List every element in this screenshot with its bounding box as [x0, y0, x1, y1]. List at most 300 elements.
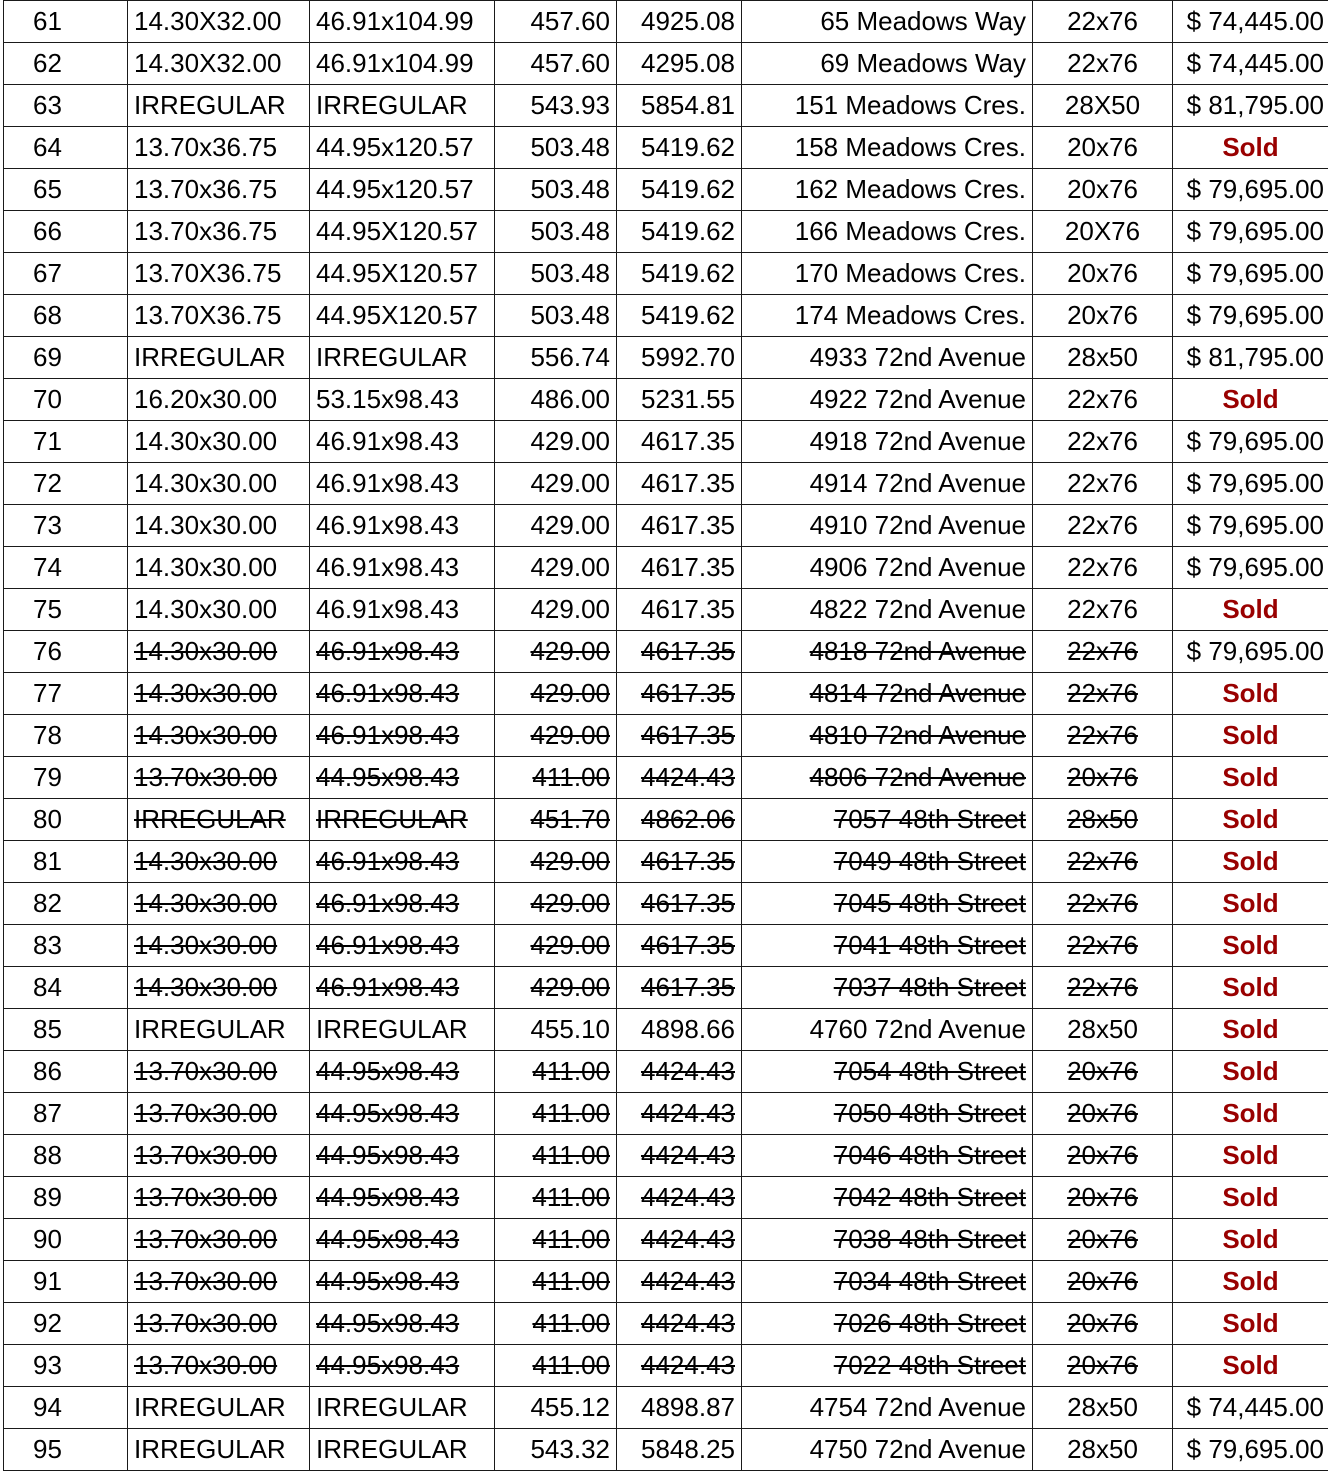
- lot-size-metric-cell: 14.30x30.00: [128, 841, 310, 883]
- area-sqft-cell: 5419.62: [617, 211, 742, 253]
- area-sqm-cell: 429.00: [495, 715, 617, 757]
- lot-size-metric-cell: 13.70x36.75: [128, 211, 310, 253]
- sold-status-cell: Sold: [1173, 1261, 1328, 1303]
- house-size-cell: 22x76: [1033, 631, 1173, 673]
- area-sqft-cell: 4898.66: [617, 1009, 742, 1051]
- table-row: [4, 1261, 1328, 1303]
- area-sqft-cell: 4617.35: [617, 589, 742, 631]
- sold-status-cell: Sold: [1173, 1051, 1328, 1093]
- lot-number-cell: 94: [4, 1387, 128, 1429]
- area-sqft-cell: 4424.43: [617, 1219, 742, 1261]
- lot-size-imperial-cell: IRREGULAR: [310, 799, 495, 841]
- lot-size-imperial-cell: 44.95x98.43: [310, 1093, 495, 1135]
- house-size-cell: 28X50: [1033, 85, 1173, 127]
- area-sqft-cell: 4424.43: [617, 1051, 742, 1093]
- price-cell: $ 81,795.00: [1173, 337, 1328, 379]
- lot-size-metric-cell: 13.70x30.00: [128, 1219, 310, 1261]
- lot-number-cell: 84: [4, 967, 128, 1009]
- lot-size-metric-cell: 13.70x36.75: [128, 127, 310, 169]
- price-cell: $ 74,445.00: [1173, 1, 1328, 43]
- area-sqft-cell: 5848.25: [617, 1429, 742, 1471]
- area-sqft-cell: 4617.35: [617, 547, 742, 589]
- area-sqm-cell: 455.10: [495, 1009, 617, 1051]
- price-cell: $ 79,695.00: [1173, 253, 1328, 295]
- lot-size-metric-cell: 13.70x30.00: [128, 1177, 310, 1219]
- lot-number-cell: 62: [4, 43, 128, 85]
- house-size-cell: 28x50: [1033, 1429, 1173, 1471]
- lot-size-imperial-cell: 44.95x120.57: [310, 127, 495, 169]
- area-sqm-cell: 486.00: [495, 379, 617, 421]
- table-row: [4, 211, 1328, 253]
- lot-size-metric-cell: IRREGULAR: [128, 799, 310, 841]
- lot-number-cell: 81: [4, 841, 128, 883]
- table-body: [4, 1, 1328, 1471]
- area-sqm-cell: 429.00: [495, 925, 617, 967]
- area-sqft-cell: 4424.43: [617, 1345, 742, 1387]
- area-sqft-cell: 4617.35: [617, 463, 742, 505]
- sold-status-cell: Sold: [1173, 715, 1328, 757]
- house-size-cell: 20x76: [1033, 1261, 1173, 1303]
- area-sqft-cell: 4925.08: [617, 1, 742, 43]
- address-cell: 69 Meadows Way: [742, 43, 1033, 85]
- sold-status-cell: Sold: [1173, 1135, 1328, 1177]
- lot-number-cell: 93: [4, 1345, 128, 1387]
- address-cell: 7026 48th Street: [742, 1303, 1033, 1345]
- area-sqm-cell: 411.00: [495, 1093, 617, 1135]
- sold-status-cell: Sold: [1173, 1093, 1328, 1135]
- area-sqm-cell: 503.48: [495, 211, 617, 253]
- table-row: [4, 85, 1328, 127]
- table-row: [4, 1135, 1328, 1177]
- area-sqm-cell: 503.48: [495, 295, 617, 337]
- house-size-cell: 20x76: [1033, 1219, 1173, 1261]
- house-size-cell: 28x50: [1033, 799, 1173, 841]
- area-sqm-cell: 556.74: [495, 337, 617, 379]
- house-size-cell: 22x76: [1033, 379, 1173, 421]
- area-sqft-cell: 4617.35: [617, 505, 742, 547]
- table-row: [4, 1345, 1328, 1387]
- address-cell: 4914 72nd Avenue: [742, 463, 1033, 505]
- area-sqft-cell: 5231.55: [617, 379, 742, 421]
- area-sqft-cell: 4424.43: [617, 1303, 742, 1345]
- address-cell: 65 Meadows Way: [742, 1, 1033, 43]
- area-sqm-cell: 411.00: [495, 1345, 617, 1387]
- lot-number-cell: 68: [4, 295, 128, 337]
- table-row: [4, 673, 1328, 715]
- lot-number-cell: 86: [4, 1051, 128, 1093]
- sold-status-cell: Sold: [1173, 841, 1328, 883]
- address-cell: 4750 72nd Avenue: [742, 1429, 1033, 1471]
- address-cell: 7042 48th Street: [742, 1177, 1033, 1219]
- area-sqm-cell: 429.00: [495, 883, 617, 925]
- lot-number-cell: 65: [4, 169, 128, 211]
- area-sqm-cell: 503.48: [495, 169, 617, 211]
- area-sqft-cell: 4862.06: [617, 799, 742, 841]
- lot-number-cell: 73: [4, 505, 128, 547]
- area-sqm-cell: 457.60: [495, 1, 617, 43]
- lot-number-cell: 69: [4, 337, 128, 379]
- address-cell: 7034 48th Street: [742, 1261, 1033, 1303]
- area-sqft-cell: 4617.35: [617, 631, 742, 673]
- lot-number-cell: 82: [4, 883, 128, 925]
- area-sqft-cell: 4617.35: [617, 841, 742, 883]
- lot-size-metric-cell: 14.30x30.00: [128, 883, 310, 925]
- area-sqft-cell: 4424.43: [617, 1135, 742, 1177]
- address-cell: 7041 48th Street: [742, 925, 1033, 967]
- lot-size-metric-cell: 13.70x30.00: [128, 1303, 310, 1345]
- area-sqm-cell: 543.32: [495, 1429, 617, 1471]
- table-row: [4, 883, 1328, 925]
- area-sqft-cell: 5992.70: [617, 337, 742, 379]
- area-sqm-cell: 503.48: [495, 253, 617, 295]
- address-cell: 7045 48th Street: [742, 883, 1033, 925]
- address-cell: 4810 72nd Avenue: [742, 715, 1033, 757]
- table-row: [4, 505, 1328, 547]
- area-sqft-cell: 4295.08: [617, 43, 742, 85]
- address-cell: 4918 72nd Avenue: [742, 421, 1033, 463]
- price-cell: $ 79,695.00: [1173, 295, 1328, 337]
- lot-number-cell: 87: [4, 1093, 128, 1135]
- lot-size-metric-cell: 13.70x30.00: [128, 1261, 310, 1303]
- area-sqm-cell: 411.00: [495, 1051, 617, 1093]
- lot-size-imperial-cell: 46.91x98.43: [310, 841, 495, 883]
- lot-number-cell: 79: [4, 757, 128, 799]
- address-cell: 7046 48th Street: [742, 1135, 1033, 1177]
- sold-status-cell: Sold: [1173, 673, 1328, 715]
- lot-number-cell: 92: [4, 1303, 128, 1345]
- sold-status-cell: Sold: [1173, 1303, 1328, 1345]
- lot-size-imperial-cell: 46.91x98.43: [310, 421, 495, 463]
- table-row: [4, 1177, 1328, 1219]
- lot-number-cell: 72: [4, 463, 128, 505]
- house-size-cell: 22x76: [1033, 505, 1173, 547]
- lot-size-metric-cell: 14.30x30.00: [128, 463, 310, 505]
- area-sqm-cell: 411.00: [495, 1219, 617, 1261]
- price-cell: $ 79,695.00: [1173, 169, 1328, 211]
- lot-size-imperial-cell: 46.91x98.43: [310, 883, 495, 925]
- table-row: [4, 967, 1328, 1009]
- sold-status-cell: Sold: [1173, 883, 1328, 925]
- address-cell: 7022 48th Street: [742, 1345, 1033, 1387]
- sold-status-cell: Sold: [1173, 1177, 1328, 1219]
- address-cell: 166 Meadows Cres.: [742, 211, 1033, 253]
- lot-size-metric-cell: IRREGULAR: [128, 1387, 310, 1429]
- area-sqft-cell: 4898.87: [617, 1387, 742, 1429]
- lot-size-imperial-cell: 44.95x98.43: [310, 757, 495, 799]
- house-size-cell: 28x50: [1033, 1387, 1173, 1429]
- house-size-cell: 22x76: [1033, 547, 1173, 589]
- sold-status-cell: Sold: [1173, 799, 1328, 841]
- house-size-cell: 20X76: [1033, 211, 1173, 253]
- area-sqft-cell: 4617.35: [617, 967, 742, 1009]
- lot-number-cell: 66: [4, 211, 128, 253]
- lot-number-cell: 75: [4, 589, 128, 631]
- address-cell: 170 Meadows Cres.: [742, 253, 1033, 295]
- table-row: [4, 127, 1328, 169]
- area-sqft-cell: 4617.35: [617, 715, 742, 757]
- table-row: [4, 43, 1328, 85]
- sold-status-cell: Sold: [1173, 757, 1328, 799]
- area-sqm-cell: 455.12: [495, 1387, 617, 1429]
- area-sqm-cell: 411.00: [495, 757, 617, 799]
- table-row: [4, 1, 1328, 43]
- price-cell: $ 81,795.00: [1173, 85, 1328, 127]
- lot-number-cell: 64: [4, 127, 128, 169]
- address-cell: 4754 72nd Avenue: [742, 1387, 1033, 1429]
- area-sqft-cell: 5419.62: [617, 295, 742, 337]
- sold-status-cell: Sold: [1173, 589, 1328, 631]
- lot-size-metric-cell: 14.30X32.00: [128, 1, 310, 43]
- address-cell: 7050 48th Street: [742, 1093, 1033, 1135]
- lot-size-metric-cell: 14.30x30.00: [128, 505, 310, 547]
- lot-size-imperial-cell: 44.95X120.57: [310, 211, 495, 253]
- lot-size-metric-cell: IRREGULAR: [128, 1429, 310, 1471]
- area-sqm-cell: 411.00: [495, 1135, 617, 1177]
- lot-size-metric-cell: 13.70X36.75: [128, 253, 310, 295]
- address-cell: 7037 48th Street: [742, 967, 1033, 1009]
- lot-size-imperial-cell: IRREGULAR: [310, 337, 495, 379]
- lot-size-metric-cell: 14.30x30.00: [128, 547, 310, 589]
- area-sqft-cell: 5419.62: [617, 169, 742, 211]
- lot-size-imperial-cell: 46.91x98.43: [310, 463, 495, 505]
- price-cell: $ 79,695.00: [1173, 547, 1328, 589]
- address-cell: 4806 72nd Avenue: [742, 757, 1033, 799]
- lot-size-metric-cell: 16.20x30.00: [128, 379, 310, 421]
- sold-status-cell: Sold: [1173, 925, 1328, 967]
- lot-size-imperial-cell: 46.91x98.43: [310, 505, 495, 547]
- lot-number-cell: 70: [4, 379, 128, 421]
- house-size-cell: 20x76: [1033, 1345, 1173, 1387]
- sold-status-cell: Sold: [1173, 1009, 1328, 1051]
- house-size-cell: 28x50: [1033, 337, 1173, 379]
- table-row: [4, 1387, 1328, 1429]
- address-cell: 7054 48th Street: [742, 1051, 1033, 1093]
- table-row: [4, 547, 1328, 589]
- lot-number-cell: 88: [4, 1135, 128, 1177]
- house-size-cell: 22x76: [1033, 421, 1173, 463]
- area-sqm-cell: 411.00: [495, 1177, 617, 1219]
- area-sqm-cell: 429.00: [495, 631, 617, 673]
- lot-number-cell: 71: [4, 421, 128, 463]
- house-size-cell: 20x76: [1033, 1177, 1173, 1219]
- lot-size-metric-cell: 14.30x30.00: [128, 421, 310, 463]
- table-row: [4, 295, 1328, 337]
- lot-size-metric-cell: 14.30x30.00: [128, 631, 310, 673]
- lot-number-cell: 77: [4, 673, 128, 715]
- table-row: [4, 379, 1328, 421]
- lot-size-imperial-cell: 44.95x98.43: [310, 1345, 495, 1387]
- lot-size-imperial-cell: IRREGULAR: [310, 1387, 495, 1429]
- lot-number-cell: 91: [4, 1261, 128, 1303]
- table-row: [4, 253, 1328, 295]
- lot-size-imperial-cell: 44.95x98.43: [310, 1051, 495, 1093]
- address-cell: 174 Meadows Cres.: [742, 295, 1033, 337]
- lot-number-cell: 85: [4, 1009, 128, 1051]
- lot-size-imperial-cell: 44.95x98.43: [310, 1303, 495, 1345]
- lot-size-imperial-cell: 44.95X120.57: [310, 253, 495, 295]
- area-sqft-cell: 4424.43: [617, 1093, 742, 1135]
- table-row: [4, 841, 1328, 883]
- address-cell: 7049 48th Street: [742, 841, 1033, 883]
- table-row: [4, 757, 1328, 799]
- area-sqm-cell: 451.70: [495, 799, 617, 841]
- table-row: [4, 463, 1328, 505]
- lot-size-metric-cell: 13.70x30.00: [128, 1345, 310, 1387]
- house-size-cell: 22x76: [1033, 673, 1173, 715]
- lot-number-cell: 74: [4, 547, 128, 589]
- table-row: [4, 337, 1328, 379]
- area-sqm-cell: 429.00: [495, 505, 617, 547]
- lot-number-cell: 90: [4, 1219, 128, 1261]
- area-sqft-cell: 4424.43: [617, 1261, 742, 1303]
- lot-size-imperial-cell: 46.91x98.43: [310, 631, 495, 673]
- house-size-cell: 20x76: [1033, 1303, 1173, 1345]
- area-sqm-cell: 503.48: [495, 127, 617, 169]
- house-size-cell: 20x76: [1033, 169, 1173, 211]
- lot-size-imperial-cell: 46.91x98.43: [310, 967, 495, 1009]
- house-size-cell: 22x76: [1033, 883, 1173, 925]
- lot-size-metric-cell: 14.30x30.00: [128, 673, 310, 715]
- address-cell: 4818 72nd Avenue: [742, 631, 1033, 673]
- lot-size-imperial-cell: 46.91x104.99: [310, 1, 495, 43]
- lot-pricing-table: [3, 0, 1328, 1471]
- lot-size-imperial-cell: 46.91x98.43: [310, 925, 495, 967]
- area-sqm-cell: 429.00: [495, 421, 617, 463]
- lot-size-metric-cell: 13.70x36.75: [128, 169, 310, 211]
- area-sqft-cell: 5854.81: [617, 85, 742, 127]
- address-cell: 4906 72nd Avenue: [742, 547, 1033, 589]
- lot-number-cell: 95: [4, 1429, 128, 1471]
- sold-status-cell: Sold: [1173, 1345, 1328, 1387]
- table-row: [4, 715, 1328, 757]
- lot-size-metric-cell: 13.70x30.00: [128, 1135, 310, 1177]
- house-size-cell: 22x76: [1033, 925, 1173, 967]
- sold-status-cell: Sold: [1173, 379, 1328, 421]
- lot-size-imperial-cell: 46.91x98.43: [310, 715, 495, 757]
- lot-size-imperial-cell: 46.91x104.99: [310, 43, 495, 85]
- area-sqft-cell: 4617.35: [617, 421, 742, 463]
- price-cell: $ 79,695.00: [1173, 463, 1328, 505]
- price-cell: $ 79,695.00: [1173, 421, 1328, 463]
- house-size-cell: 20x76: [1033, 757, 1173, 799]
- address-cell: 158 Meadows Cres.: [742, 127, 1033, 169]
- lot-size-imperial-cell: 44.95x98.43: [310, 1261, 495, 1303]
- area-sqm-cell: 457.60: [495, 43, 617, 85]
- area-sqft-cell: 5419.62: [617, 253, 742, 295]
- area-sqm-cell: 429.00: [495, 589, 617, 631]
- address-cell: 7038 48th Street: [742, 1219, 1033, 1261]
- lot-size-metric-cell: 14.30x30.00: [128, 589, 310, 631]
- lot-number-cell: 63: [4, 85, 128, 127]
- price-cell: $ 79,695.00: [1173, 505, 1328, 547]
- area-sqft-cell: 4424.43: [617, 1177, 742, 1219]
- address-cell: 4760 72nd Avenue: [742, 1009, 1033, 1051]
- lot-number-cell: 80: [4, 799, 128, 841]
- house-size-cell: 20x76: [1033, 295, 1173, 337]
- lot-size-metric-cell: IRREGULAR: [128, 1009, 310, 1051]
- lot-number-cell: 67: [4, 253, 128, 295]
- table-row: [4, 1429, 1328, 1471]
- lot-size-imperial-cell: 44.95x98.43: [310, 1177, 495, 1219]
- lot-size-imperial-cell: 53.15x98.43: [310, 379, 495, 421]
- house-size-cell: 20x76: [1033, 1051, 1173, 1093]
- lot-size-imperial-cell: IRREGULAR: [310, 1009, 495, 1051]
- table-row: [4, 1009, 1328, 1051]
- area-sqm-cell: 429.00: [495, 547, 617, 589]
- table-row: [4, 799, 1328, 841]
- area-sqft-cell: 4617.35: [617, 883, 742, 925]
- table-row: [4, 421, 1328, 463]
- lot-size-metric-cell: IRREGULAR: [128, 337, 310, 379]
- table-row: [4, 1051, 1328, 1093]
- lot-number-cell: 83: [4, 925, 128, 967]
- sold-status-cell: Sold: [1173, 967, 1328, 1009]
- table-row: [4, 1093, 1328, 1135]
- lot-size-metric-cell: 14.30x30.00: [128, 715, 310, 757]
- area-sqft-cell: 4424.43: [617, 757, 742, 799]
- house-size-cell: 20x76: [1033, 1093, 1173, 1135]
- lot-size-metric-cell: 14.30x30.00: [128, 967, 310, 1009]
- lot-size-metric-cell: IRREGULAR: [128, 85, 310, 127]
- house-size-cell: 22x76: [1033, 967, 1173, 1009]
- table-row: [4, 925, 1328, 967]
- address-cell: 4910 72nd Avenue: [742, 505, 1033, 547]
- area-sqm-cell: 543.93: [495, 85, 617, 127]
- area-sqm-cell: 411.00: [495, 1303, 617, 1345]
- lot-size-imperial-cell: 44.95x98.43: [310, 1219, 495, 1261]
- address-cell: 151 Meadows Cres.: [742, 85, 1033, 127]
- address-cell: 4933 72nd Avenue: [742, 337, 1033, 379]
- house-size-cell: 22x76: [1033, 841, 1173, 883]
- house-size-cell: 22x76: [1033, 463, 1173, 505]
- table-row: [4, 169, 1328, 211]
- address-cell: 4822 72nd Avenue: [742, 589, 1033, 631]
- lot-size-imperial-cell: IRREGULAR: [310, 1429, 495, 1471]
- lot-number-cell: 78: [4, 715, 128, 757]
- lot-size-imperial-cell: 44.95x120.57: [310, 169, 495, 211]
- table-row: [4, 1303, 1328, 1345]
- address-cell: 4922 72nd Avenue: [742, 379, 1033, 421]
- area-sqm-cell: 429.00: [495, 673, 617, 715]
- lot-number-cell: 89: [4, 1177, 128, 1219]
- lot-size-metric-cell: 14.30X32.00: [128, 43, 310, 85]
- lot-number-cell: 76: [4, 631, 128, 673]
- lot-size-metric-cell: 13.70x30.00: [128, 1051, 310, 1093]
- address-cell: 4814 72nd Avenue: [742, 673, 1033, 715]
- area-sqft-cell: 4617.35: [617, 925, 742, 967]
- area-sqft-cell: 4617.35: [617, 673, 742, 715]
- price-cell: $ 79,695.00: [1173, 631, 1328, 673]
- house-size-cell: 20x76: [1033, 253, 1173, 295]
- sold-status-cell: Sold: [1173, 127, 1328, 169]
- area-sqm-cell: 429.00: [495, 967, 617, 1009]
- table-row: [4, 1219, 1328, 1261]
- lot-size-metric-cell: 13.70X36.75: [128, 295, 310, 337]
- house-size-cell: 28x50: [1033, 1009, 1173, 1051]
- address-cell: 7057 48th Street: [742, 799, 1033, 841]
- price-cell: $ 79,695.00: [1173, 211, 1328, 253]
- area-sqft-cell: 5419.62: [617, 127, 742, 169]
- lot-size-imperial-cell: 44.95X120.57: [310, 295, 495, 337]
- house-size-cell: 22x76: [1033, 1, 1173, 43]
- lot-size-metric-cell: 13.70x30.00: [128, 1093, 310, 1135]
- lot-size-metric-cell: 13.70x30.00: [128, 757, 310, 799]
- area-sqm-cell: 429.00: [495, 841, 617, 883]
- lot-size-imperial-cell: 46.91x98.43: [310, 589, 495, 631]
- house-size-cell: 20x76: [1033, 1135, 1173, 1177]
- price-cell: $ 79,695.00: [1173, 1429, 1328, 1471]
- house-size-cell: 22x76: [1033, 715, 1173, 757]
